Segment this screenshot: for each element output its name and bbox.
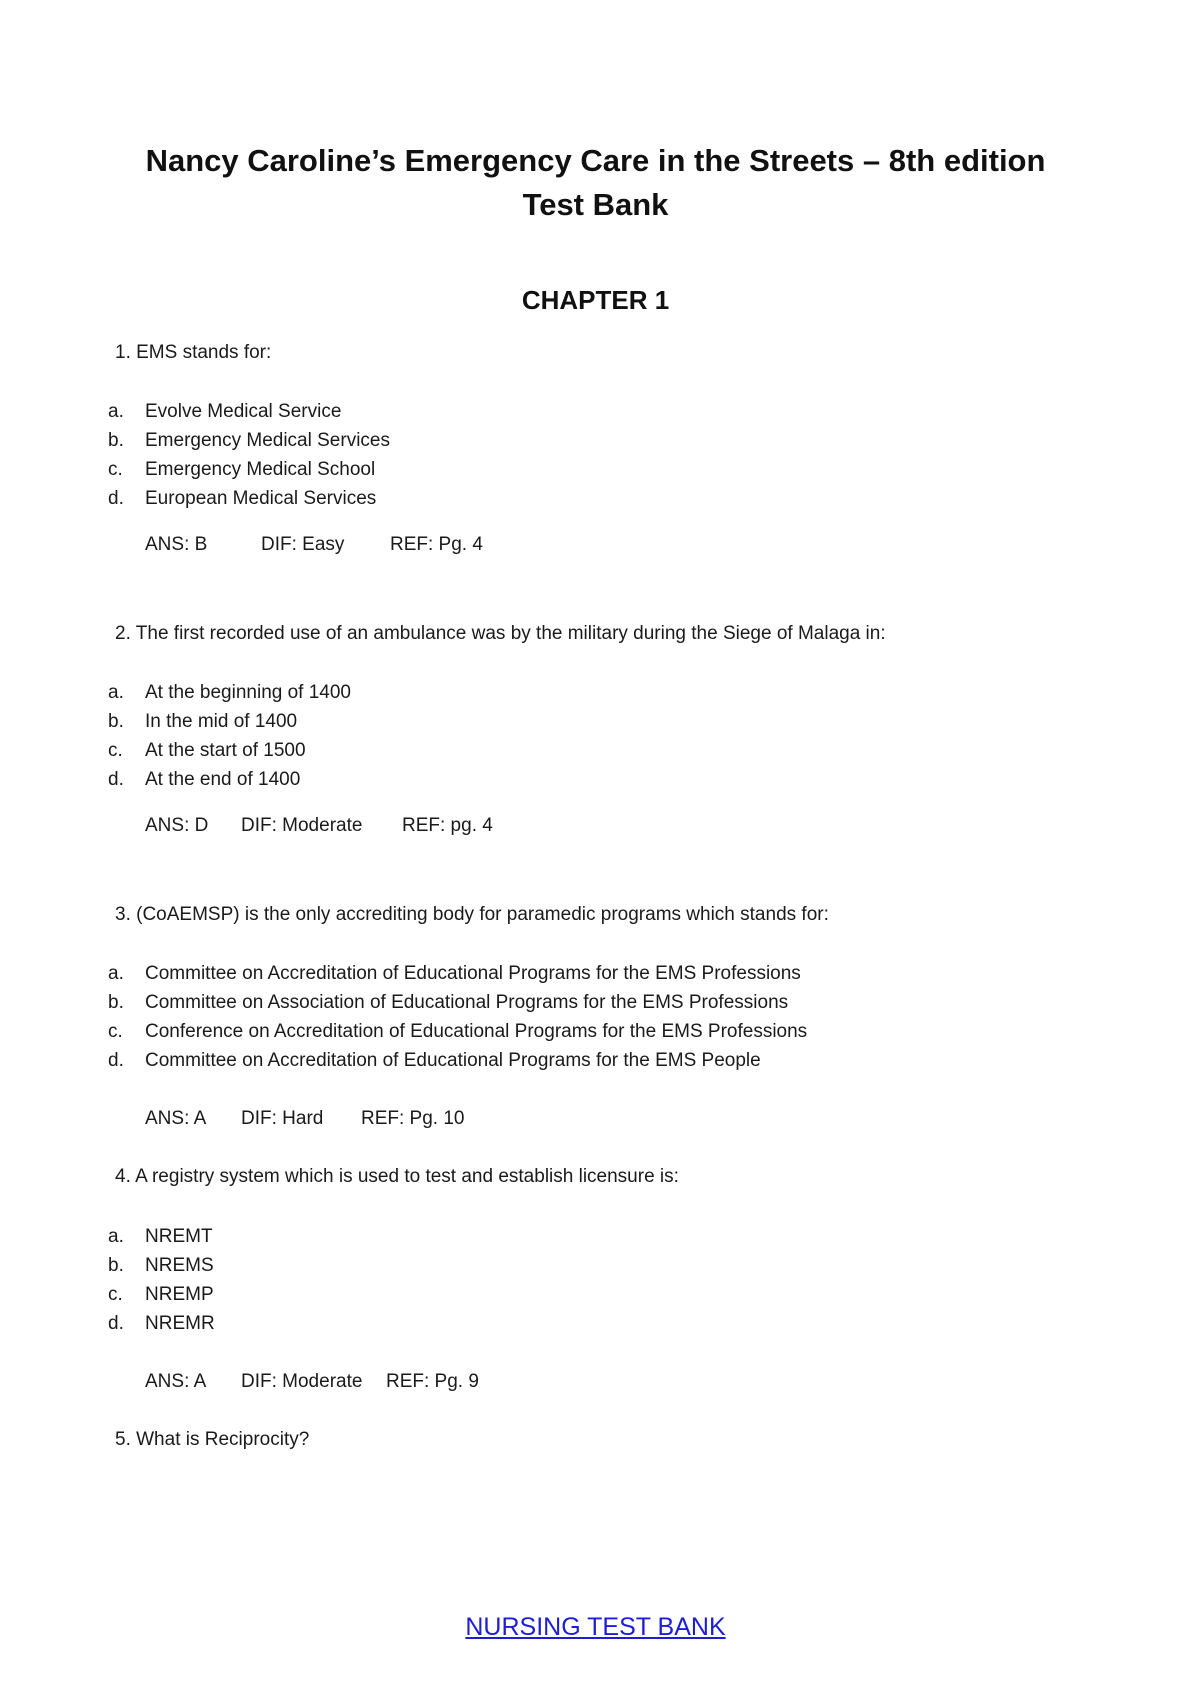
question-3-difficulty: DIF: Hard	[241, 1108, 324, 1129]
option-text: NREMR	[145, 1313, 215, 1334]
option-text: Committee on Accreditation of Educational Programs for the EMS Professions	[145, 963, 801, 984]
option-letter: a.	[108, 682, 124, 703]
option-text: Emergency Medical School	[145, 459, 376, 480]
question-2-answer: ANS: D	[145, 815, 209, 836]
question-1-reference: REF: Pg. 4	[390, 534, 483, 555]
question-1-stem: 1. EMS stands for:	[115, 342, 272, 363]
question-2-reference: REF: pg. 4	[402, 815, 493, 836]
question-1-difficulty: DIF: Easy	[261, 534, 345, 555]
question-4-difficulty: DIF: Moderate	[241, 1371, 363, 1392]
option-letter: b.	[108, 711, 124, 732]
option-text: In the mid of 1400	[145, 711, 298, 732]
option-text: Committee on Accreditation of Educational Programs for the EMS People	[145, 1050, 761, 1071]
option-text: At the start of 1500	[145, 740, 306, 761]
question-1-answer: ANS: B	[145, 534, 208, 555]
option-text: At the beginning of 1400	[145, 682, 352, 703]
question-3-answer: ANS: A	[145, 1108, 207, 1129]
nursing-test-bank-link[interactable]: NURSING TEST BANK	[465, 1613, 726, 1641]
question-4-stem: 4. A registry system which is used to test and establish licensure is:	[115, 1166, 679, 1187]
option-text: Evolve Medical Service	[145, 401, 342, 422]
chapter-heading: CHAPTER 1	[521, 285, 670, 315]
option-letter: c.	[108, 740, 123, 761]
option-letter: c.	[108, 459, 123, 480]
option-letter: d.	[108, 769, 124, 790]
question-2-stem: 2. The first recorded use of an ambulance was by the military during the Siege of Malaga in:	[115, 623, 886, 644]
option-text: NREMS	[145, 1255, 214, 1276]
option-letter: a.	[108, 1226, 124, 1247]
option-letter: d.	[108, 1050, 124, 1071]
option-letter: a.	[108, 401, 124, 422]
document-title-line1: Nancy Caroline’s Emergency Care in the Streets – 8th edition	[145, 143, 1046, 178]
question-5-stem: 5. What is Reciprocity?	[115, 1429, 310, 1450]
option-text: Emergency Medical Services	[145, 430, 390, 451]
document-title-line2: Test Bank	[522, 187, 669, 222]
option-letter: b.	[108, 1255, 124, 1276]
option-text: Committee on Association of Educational Programs for the EMS Professions	[145, 992, 789, 1013]
option-letter: b.	[108, 430, 124, 451]
question-4-answer: ANS: A	[145, 1371, 207, 1392]
question-2-difficulty: DIF: Moderate	[241, 815, 363, 836]
option-text: European Medical Services	[145, 488, 377, 509]
question-3-stem: 3. (CoAEMSP) is the only accrediting body for paramedic programs which stands for:	[115, 904, 829, 925]
option-text: At the end of 1400	[145, 769, 301, 790]
question-4-reference: REF: Pg. 9	[386, 1371, 479, 1392]
option-letter: d.	[108, 488, 124, 509]
option-letter: d.	[108, 1313, 124, 1334]
option-letter: c.	[108, 1021, 123, 1042]
option-text: Conference on Accreditation of Educational Programs for the EMS Professions	[145, 1021, 808, 1042]
option-text: NREMP	[145, 1284, 214, 1305]
option-letter: c.	[108, 1284, 123, 1305]
option-letter: a.	[108, 963, 124, 984]
option-text: NREMT	[145, 1226, 213, 1247]
question-3-reference: REF: Pg. 10	[361, 1108, 465, 1129]
option-letter: b.	[108, 992, 124, 1013]
